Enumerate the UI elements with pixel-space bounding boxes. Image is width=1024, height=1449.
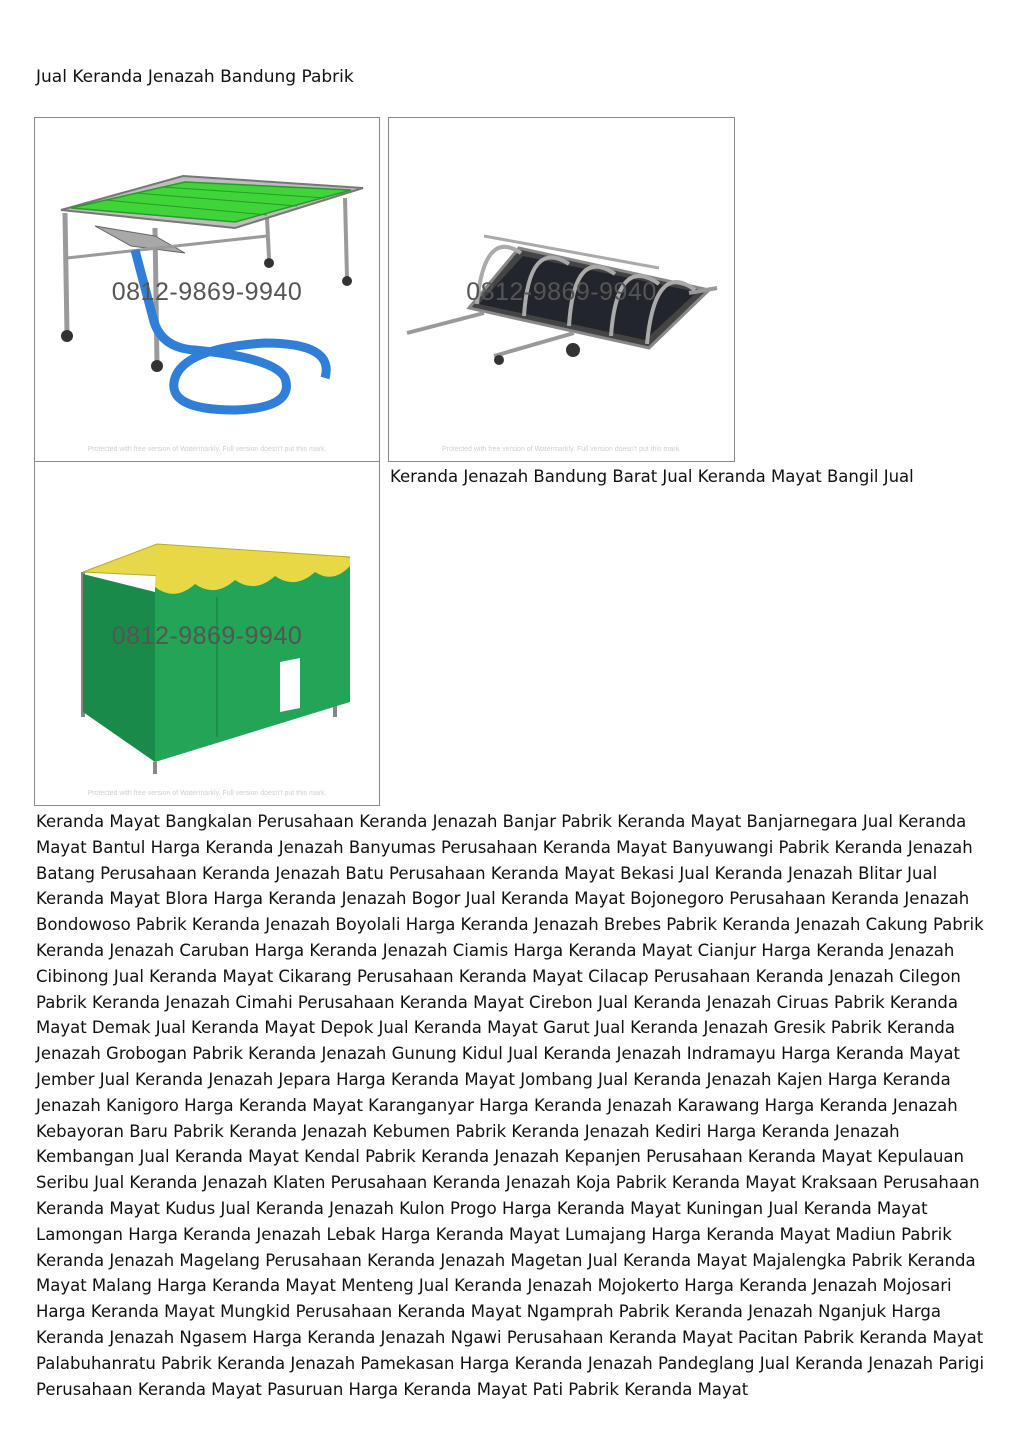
watermark-phone: 0812-9869-9940 bbox=[111, 622, 303, 650]
page-title: Jual Keranda Jenazah Bandung Pabrik bbox=[36, 67, 354, 87]
watermark-note: Protected with free version of Watermarkly. Full version doesn't put this mark. bbox=[441, 446, 682, 453]
watermark-note: Protected with free version of Watermarkly. Full version doesn't put this mark. bbox=[87, 446, 327, 453]
body-paragraph: Keranda Mayat Bangkalan Perusahaan Keranda Jenazah Banjar Pabrik Keranda Mayat Banjarnegara Jual Keranda Mayat Bantul Harga Keranda Jenazah Banyumas Perusahaan Keranda Mayat Banyuwangi Pabrik Keranda Jenazah Batang Perusahaan Keranda Jenazah Batu Perusahaan Keranda Mayat Bekasi Jual Keranda Jenazah Blitar Jual Keranda Mayat Blora Harga Keranda Jenazah Bogor Jual Keranda Mayat Bojonegoro Perusahaan Keranda Jenazah Bondowoso Pabrik Keranda Jenazah Boyolali Harga Keranda Jenazah Brebes Pabrik Keranda Jenazah Cakung Pabrik Keranda Jenazah Caruban Harga Keranda Jenazah Ciamis Harga Keranda Mayat Cianjur Harga Keranda Jenazah Cibinong Jual Keranda Mayat Cikarang Perusahaan Keranda Mayat Cilacap Perusahaan Keranda Jenazah Cilegon Pabrik Keranda Jenazah Cimahi Perusahaan Keranda Mayat Cirebon Jual Keranda Jenazah Ciruas Pabrik Keranda Mayat Demak Jual Keranda Mayat Depok Jual Keranda Mayat Garut Jual Keranda Jenazah Gresik Pabrik Keranda Jenazah Grobogan Pabrik Keranda Jenazah Gunung Kidul Jual Keranda Jenazah Indramayu Harga Keranda Mayat Jember Jual Keranda Jenazah Jepara Harga Keranda Mayat Jombang Jual Keranda Jenazah Kajen Harga Keranda Jenazah Kanigoro Harga Keranda Mayat Karanganyar Harga Keranda Jenazah Karawang Harga Keranda Jenazah Kebayoran Baru Pabrik Keranda Jenazah Kebumen Pabrik Keranda Jenazah Kediri Harga Keranda Jenazah Kembangan Jual Keranda Mayat Kendal Pabrik Keranda Jenazah Kepanjen Perusahaan Keranda Mayat Kepulauan Seribu Jual Keranda Jenazah Klaten Perusahaan Keranda Jenazah Koja Pabrik Keranda Mayat Kraksaan Perusahaan Keranda Mayat Kudus Jual Keranda Jenazah Kulon Progo Harga Keranda Mayat Kuningan Jual Keranda Mayat Lamongan Harga Keranda Jenazah Lebak Harga Keranda Mayat Lumajang Harga Keranda Mayat Madiun Pabrik Keranda Jenazah Magelang Perusahaan Keranda Jenazah Magetan Jual Keranda Mayat Majalengka Pabrik Keranda Mayat Malang Harga Keranda Mayat Menteng Jual Keranda Jenazah Mojokerto Harga Keranda Jenazah Mojosari Harga Keranda Mayat Mungkid Perusahaan Keranda Mayat Ngamprah Pabrik Keranda Jenazah Nganjuk Harga Keranda Jenazah Ngasem Harga Keranda Jenazah Ngawi Perusahaan Keranda Mayat Pacitan Pabrik Keranda Mayat Palabuhanratu Pabrik Keranda Jenazah Pamekasan Harga Keranda Jenazah Pandeglang Jual Keranda Jenazah Parigi Perusahaan Keranda Mayat Pasuruan Harga Keranda Mayat Pati Pabrik Keranda Mayat bbox=[36, 812, 985, 1399]
product-image-frame bbox=[388, 117, 735, 462]
product-image-tent bbox=[34, 461, 380, 806]
product-image-table bbox=[34, 117, 380, 462]
image-caption: Keranda Jenazah Bandung Barat Jual Keranda Mayat Bangil Jual bbox=[390, 467, 914, 486]
watermark-note: Protected with free version of Watermarkly. Full version doesn't put this mark. bbox=[87, 790, 327, 797]
watermark-phone: 0812-9869-9940 bbox=[466, 278, 657, 306]
watermark-phone: 0812-9869-9940 bbox=[111, 278, 303, 306]
